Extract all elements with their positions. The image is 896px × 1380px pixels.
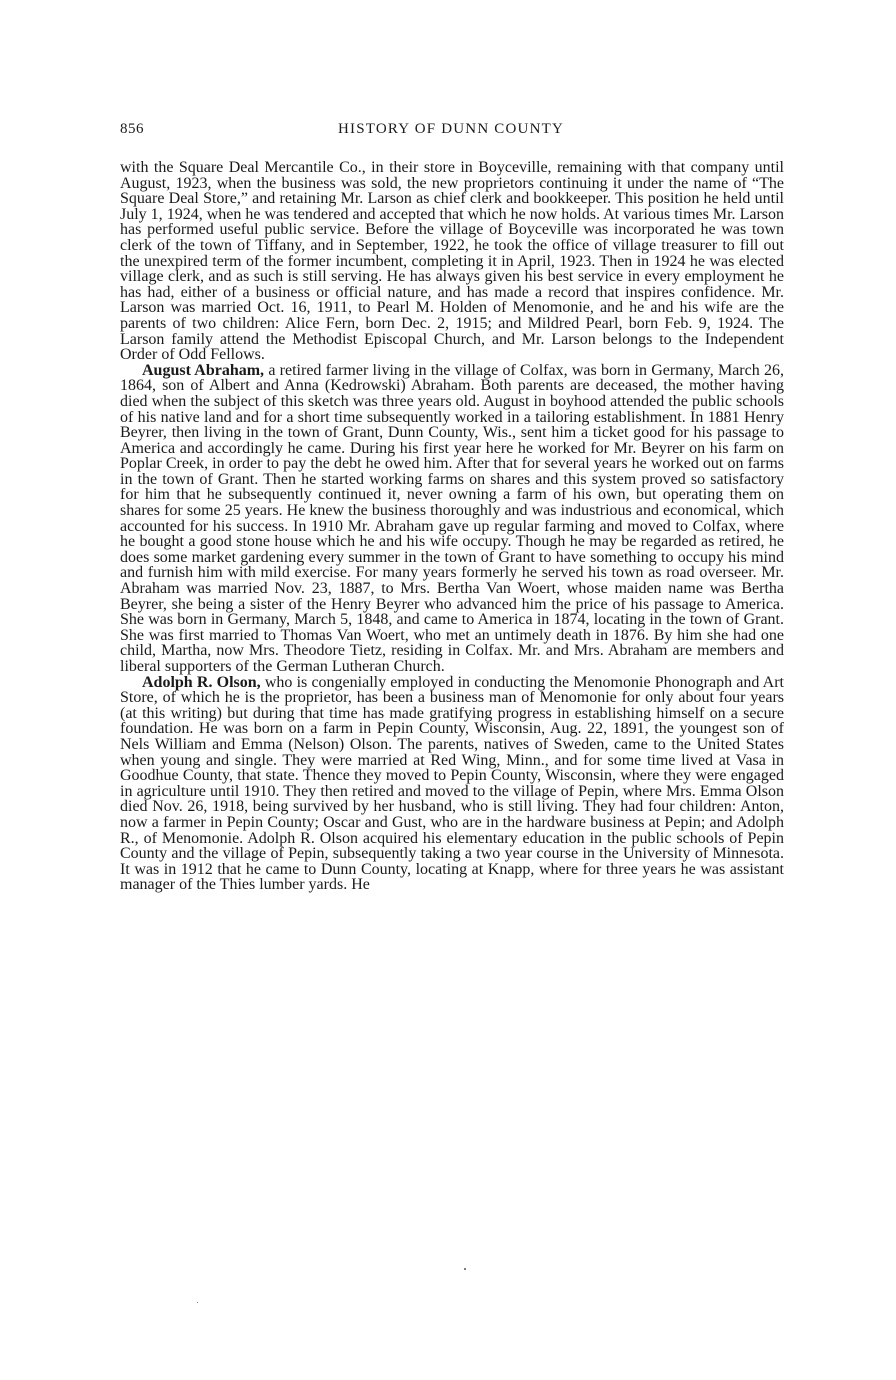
page-number: 856 bbox=[120, 121, 144, 137]
subject-name: Adolph R. Olson, bbox=[142, 673, 261, 691]
print-speck bbox=[197, 1302, 198, 1303]
running-head bbox=[120, 121, 784, 141]
paragraph-august-abraham bbox=[120, 363, 784, 675]
running-title: HISTORY OF DUNN COUNTY bbox=[338, 121, 564, 137]
paragraph-text: who is congenially employed in conducting the Menomonie Phonograph and Art Store, of which he is the proprietor, has been a business man of Menomonie for only about four years (at this writing) but during that time has made gratifying progress in establishing himself on a secure foundation. He was born on a farm in Pepin County, Wisconsin, Aug. 22, 1891, the youngest son of Nels William and Emma (Nelson) Olson. The parents, natives of Sweden, came to the United States when young and single. They were married at Red Wing, Minn., and for some time lived at Vasa in Goodhue County, that state. Thence they moved to Pepin County, Wisconsin, where they were engaged in agriculture until 1910. They then retired and moved to the village of Pepin, where Mrs. Emma Olson died Nov. 26, 1918, being survived by her husband, who is still living. They had four children: Anton, now a farmer in Pepin County; Oscar and Gust, who are in the hardware business at Pepin; and Adolph R., of Menomonie. Adolph R. Olson acquired his elementary education in the public schools of Pepin County and the village of Pepin, subsequently taking a two year course in the University of Minnesota. It was in 1912 that he came to Dunn County, locating at Knapp, where for three years he was assistant manager of the Thies lumber yards. He bbox=[120, 673, 785, 894]
body-text bbox=[120, 160, 784, 893]
paragraph-text: with the Square Deal Mercantile Co., in their store in Boyceville, remaining with that company until August, 1923, when the business was sold, the new proprietors continuing it under the name of “The Square Deal Store,” and retaining Mr. Larson as chief clerk and bookkeeper. This position he held until July 1, 1924, when he was tendered and accepted that which he now holds. At various times Mr. Larson has performed useful public service. Before the village of Boyceville was incorporated he was town clerk of the town of Tiffany, and in September, 1922, he took the office of village treasurer to fill out the unexpired term of the former incumbent, completing it in April, 1923. Then in 1924 he was elected village clerk, and as such is still serving. He has always given his best service in every employment he has had, either of a business or official nature, and has made a record that inspires confidence. Mr. Larson was married Oct. 16, 1911, to Pearl M. Holden of Menomonie, and he and his wife are the parents of two children: Alice Fern, born Dec. 2, 1915; and Mildred Pearl, born Feb. 9, 1924. The Larson family attend the Methodist Episcopal Church, and Mr. Larson belongs to the Independent Order of Odd Fellows. bbox=[120, 159, 784, 364]
subject-name: August Abraham, bbox=[142, 361, 265, 379]
paragraph-adolph-olson bbox=[120, 675, 784, 893]
paragraph-larson-continued bbox=[120, 160, 784, 363]
print-speck bbox=[464, 1268, 466, 1270]
paragraph-text: a retired farmer living in the village of Colfax, was born in Germany, March 26, 1864, son of Albert and Anna (Kedrowski) Abraham. Both parents are deceased, the mother having died when the subject of this sketch was three years old. August in boyhood attended the public schools of his native land and for a short time subsequently worked in a tailoring establishment. In 1881 Henry Beyrer, then living in the town of Grant, Dunn County, Wis., sent him a ticket good for his passage to America and accordingly he came. During his first year here he worked for Mr. Beyrer on his farm on Poplar Creek, in order to pay the debt he owed him. After that for several years he worked out on farms in the town of Grant. Then he started working farms on shares and this system proved so satisfactory for him that he subsequently continued it, never owning a farm of his own, but operating them on shares for some 25 years. He knew the business thoroughly and was industrious and economical, which accounted for his success. In 1910 Mr. Abraham gave up regular farming and moved to Colfax, where he bought a good stone house which he and his wife occupy. Though he may be regarded as retired, he does some market gardening every summer in the town of Grant to have something to occupy his mind and furnish him with mild exercise. For many years formerly he served his town as road overseer. Mr. Abraham was married Nov. 23, 1887, to Mrs. Bertha Van Woert, whose maiden name was Bertha Beyrer, she being a sister of the Henry Beyrer who advanced him the price of his passage to America. She was born in Germany, March 5, 1848, and came to America in 1874, locating in the town of Grant. She was first married to Thomas Van Woert, who met an untimely death in 1876. By him she had one child, Martha, now Mrs. Theodore Tietz, residing in Colfax. Mr. and Mrs. Abraham are members and liberal supporters of the German Lutheran Church. bbox=[120, 361, 784, 675]
